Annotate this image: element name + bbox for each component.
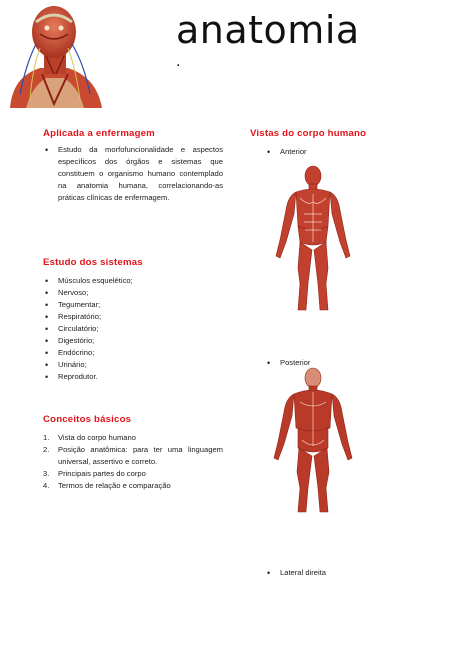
sistemas-heading: Estudo dos sistemas xyxy=(43,257,143,268)
list-item: • Endócrino; xyxy=(43,347,223,359)
item-number: 2. xyxy=(43,445,50,454)
vistas-heading: Vistas do corpo humano xyxy=(250,128,367,139)
item-text: Termos de relação e comparação xyxy=(58,481,171,490)
list-item: • Músculos esquelético; xyxy=(43,275,223,287)
list-item: • Respiratório; xyxy=(43,311,223,323)
vista-lateral-label: • Lateral direita xyxy=(265,567,474,579)
posterior-muscle-figure xyxy=(270,366,356,516)
page-title: anatomia xyxy=(176,8,360,52)
anatomy-head-illustration xyxy=(6,4,104,108)
aplicada-list xyxy=(43,144,223,204)
item-text: Vista do corpo humano xyxy=(58,433,136,442)
anterior-muscle-figure xyxy=(270,164,356,314)
item-number: 4. xyxy=(43,481,50,490)
vista-anterior-label: • Anterior xyxy=(265,146,474,158)
item-text: Posição anatômica: para ter uma linguagem universal, assertivo e correto. xyxy=(58,445,223,466)
list-item: • Circulatório; xyxy=(43,323,223,335)
item-text: Principais partes do corpo xyxy=(58,469,146,478)
list-item xyxy=(43,468,223,480)
vista-posterior-label: • Posterior xyxy=(265,357,474,369)
conceitos-list xyxy=(43,432,223,492)
list-item: • Tegumentar; xyxy=(43,299,223,311)
list-item: • Reprodutor. xyxy=(43,371,223,383)
conceitos-heading: Conceitos básicos xyxy=(43,414,132,425)
list-item: • Digestório; xyxy=(43,335,223,347)
item-number: 1. xyxy=(43,433,50,442)
list-item xyxy=(43,480,223,492)
aplicada-bullet: • Estudo da morfofuncionalidade e aspectos específicos dos órgãos e sistemas que constituem o organismo humano contemplado na anatomia humana, correlacionando-as práticas clínicas de enfermagem. xyxy=(43,144,223,204)
item-number: 3. xyxy=(43,469,50,478)
aplicada-heading: Aplicada a enfermagem xyxy=(43,128,155,139)
list-item xyxy=(43,444,223,468)
sistemas-list xyxy=(43,275,223,383)
title-dot: . xyxy=(176,53,181,70)
list-item: • Urinário; xyxy=(43,359,223,371)
list-item xyxy=(43,432,223,444)
list-item: • Nervoso; xyxy=(43,287,223,299)
